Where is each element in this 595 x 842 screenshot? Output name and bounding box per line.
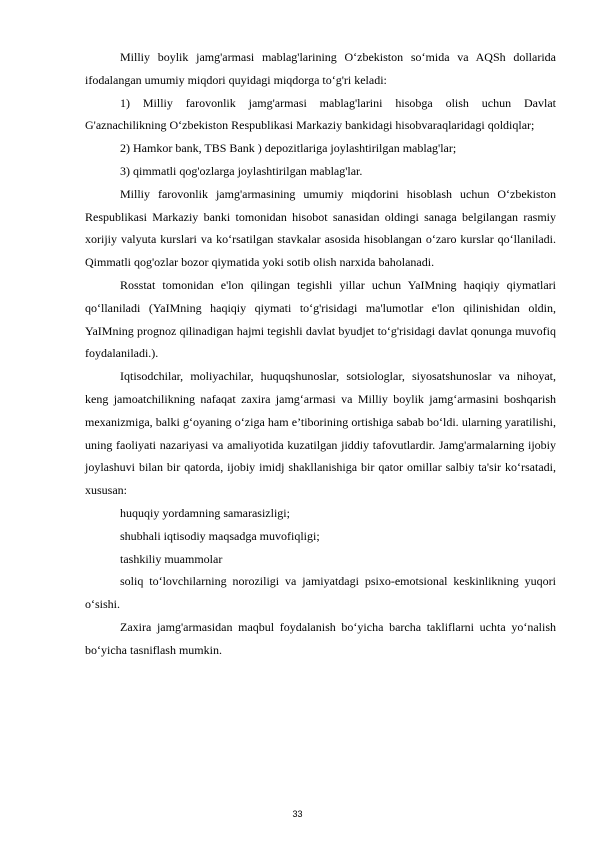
paragraph: 3) qimmatli qog'ozlarga joylashtirilgan mablag'lar. bbox=[120, 163, 363, 178]
list-item: shubhali iqtisodiy maqsadga muvofiqligi; bbox=[120, 528, 320, 543]
list-item: tashkiliy muammolar bbox=[120, 551, 223, 566]
list-item: huquqiy yordamning samarasizligi; bbox=[120, 505, 290, 520]
paragraph: Rosstat tomonidan e'lon qilingan tegishli yillar uchun YaIMning haqiqiy qiymatlari qo‘llaniladi (YaIMning haqiqiy qiymati to‘g'risidagi ma'lumotlar e'lon qilinishidan oldin, YaIMning prognoz qilinadigan hajmi tegishli davlat byudjet to‘g'risidagi davlat qonunga muvofiq foydalaniladi.). bbox=[85, 277, 556, 361]
paragraph: 2) Hamkor bank, TBS Bank ) depozitlariga joylashtirilgan mablag'lar; bbox=[120, 141, 457, 156]
document-body bbox=[85, 46, 556, 662]
paragraph: Iqtisodchilar, moliyachilar, huquqshunoslar, sotsiologlar, siyosatshunoslar va nihoyat, keng jamoatchilikning nafaqat zaxira jamg‘armasi va Milliy boylik jamg‘armasini boshqarish mexanizmiga, balki g‘oyaning o‘ziga ham e’tiborining ortishiga sabab bo‘ldi. ularning yaratilishi, uning faoliyati nazariyasi va amaliyotida kuzatilgan jiddiy tafovutlardir. Jamg'armalarning ijobiy joylashuvi bilan bir qatorda, ijobiy imidj shakllanishiga bir qator omillar salbiy ta'sir ko‘rsatadi, xususan: bbox=[85, 369, 556, 498]
paragraph: Milliy boylik jamg'armasi mablag'larining O‘zbekiston so‘mida va AQSh dollarida ifodalangan umumiy miqdori quyidagi miqdorga to‘g'ri keladi: bbox=[85, 50, 556, 87]
paragraph: 1) Milliy farovonlik jamg'armasi mablag'larini hisobga olish uchun Davlat G'aznachilikning O‘zbekiston Respublikasi Markaziy bankidagi hisobvaraqlaridagi qoldiqlar; bbox=[85, 95, 556, 133]
page-number: 33 bbox=[292, 809, 303, 819]
paragraph: Milliy farovonlik jamg'armasining umumiy miqdorini hisoblash uchun O‘zbekiston Respublikasi Markaziy banki tomonidan hisobot sanasidan oldingi sanaga belgilangan rasmiy xorijiy valyuta kurslari va ko‘rsatilgan stavkalar asosida hisoblangan o‘zaro kurslar qo‘llaniladi. Qimmatli qog'ozlar bozor qiymatida yoki sotib olish narxida baholanadi. bbox=[85, 186, 556, 270]
paragraph: Zaxira jamg'armasidan maqbul foydalanish bo‘yicha barcha takliflarni uchta yo‘nalish bo‘yicha tasniflash mumkin. bbox=[85, 619, 556, 657]
list-item: soliq to‘lovchilarning noroziligi va jamiyatdagi psixo-emotsional keskinlikning yuqori o‘sishi. bbox=[85, 574, 556, 612]
